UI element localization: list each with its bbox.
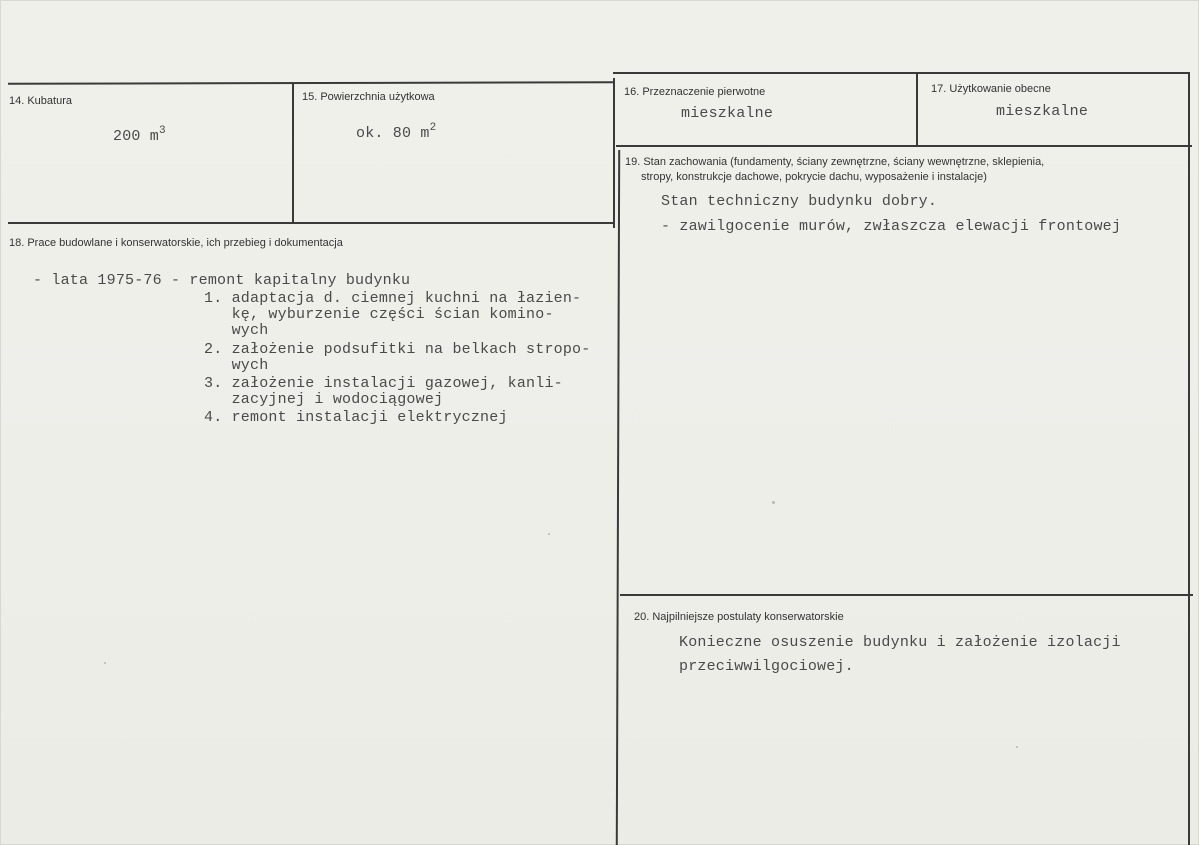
field-18-label: 18. Prace budowlane i konserwatorskie, ich przebieg i dokumentacja [9, 237, 343, 249]
paper-speck [548, 533, 550, 535]
powierzchnia-value: ok. 80 m [356, 125, 430, 142]
rule-16-17-bottom [616, 145, 1192, 147]
divider-center-lower [616, 150, 620, 845]
divider-16-17 [916, 74, 918, 146]
field-18-line-5: 2. założenie podsufitki na belkach stropo- [204, 341, 591, 358]
top-rule [8, 81, 613, 85]
right-border [1188, 73, 1190, 845]
field-18-line-7: 3. założenie instalacji gazowej, kanli- [204, 375, 563, 392]
field-18-line-6: wych [204, 357, 269, 374]
field-19-line-2: - zawilgocenie murów, zwłaszcza elewacji frontowej [661, 218, 1122, 235]
field-18-line-3: kę, wyburzenie części ścian komino- [204, 306, 554, 323]
top-rule-right [613, 72, 1190, 74]
field-20-label: 20. Najpilniejsze postulaty konserwatorskie [634, 611, 844, 623]
field-19-label-line1: 19. Stan zachowania (fundamenty, ściany zewnętrzne, ściany wewnętrzne, sklepienia, [625, 156, 1045, 168]
field-18-line-9: 4. remont instalacji elektrycznej [204, 409, 508, 426]
kubatura-unit-exponent: 3 [159, 125, 166, 137]
field-17-label: 17. Użytkowanie obecne [931, 83, 1051, 95]
field-16-label: 16. Przeznaczenie pierwotne [624, 86, 766, 98]
field-18-line-1: - lata 1975-76 - remont kapitalny budynku [33, 272, 411, 289]
rule-14-15-bottom [8, 222, 615, 224]
field-14-label: 14. Kubatura [9, 95, 72, 107]
field-20-line-2: przeciwwilgociowej. [679, 658, 854, 675]
kubatura-value: 200 m [113, 128, 160, 145]
field-17-value: mieszkalne [996, 103, 1089, 120]
field-15-value [356, 120, 436, 142]
field-18-line-8: zacyjnej i wodociągowej [204, 391, 444, 408]
divider-14-15 [292, 83, 294, 223]
field-16-value: mieszkalne [681, 105, 774, 122]
field-14-value [113, 123, 166, 145]
divider-center [613, 78, 615, 228]
rule-19-bottom [620, 594, 1193, 596]
paper-speck [1016, 746, 1018, 748]
field-15-label: 15. Powierzchnia użytkowa [302, 91, 435, 103]
field-19-label-line2: stropy, konstrukcje dachowe, pokrycie dachu, wyposażenie i instalacje) [641, 171, 987, 183]
field-18-line-4: wych [204, 322, 269, 339]
field-19-line-1: Stan techniczny budynku dobry. [661, 193, 938, 210]
powierzchnia-unit-exponent: 2 [429, 122, 437, 134]
field-18-line-2: 1. adaptacja d. ciemnej kuchni na łazien- [204, 290, 582, 307]
paper-speck [104, 662, 106, 664]
paper-speck [772, 501, 775, 504]
field-20-line-1: Konieczne osuszenie budynku i założenie izolacji [679, 634, 1121, 651]
